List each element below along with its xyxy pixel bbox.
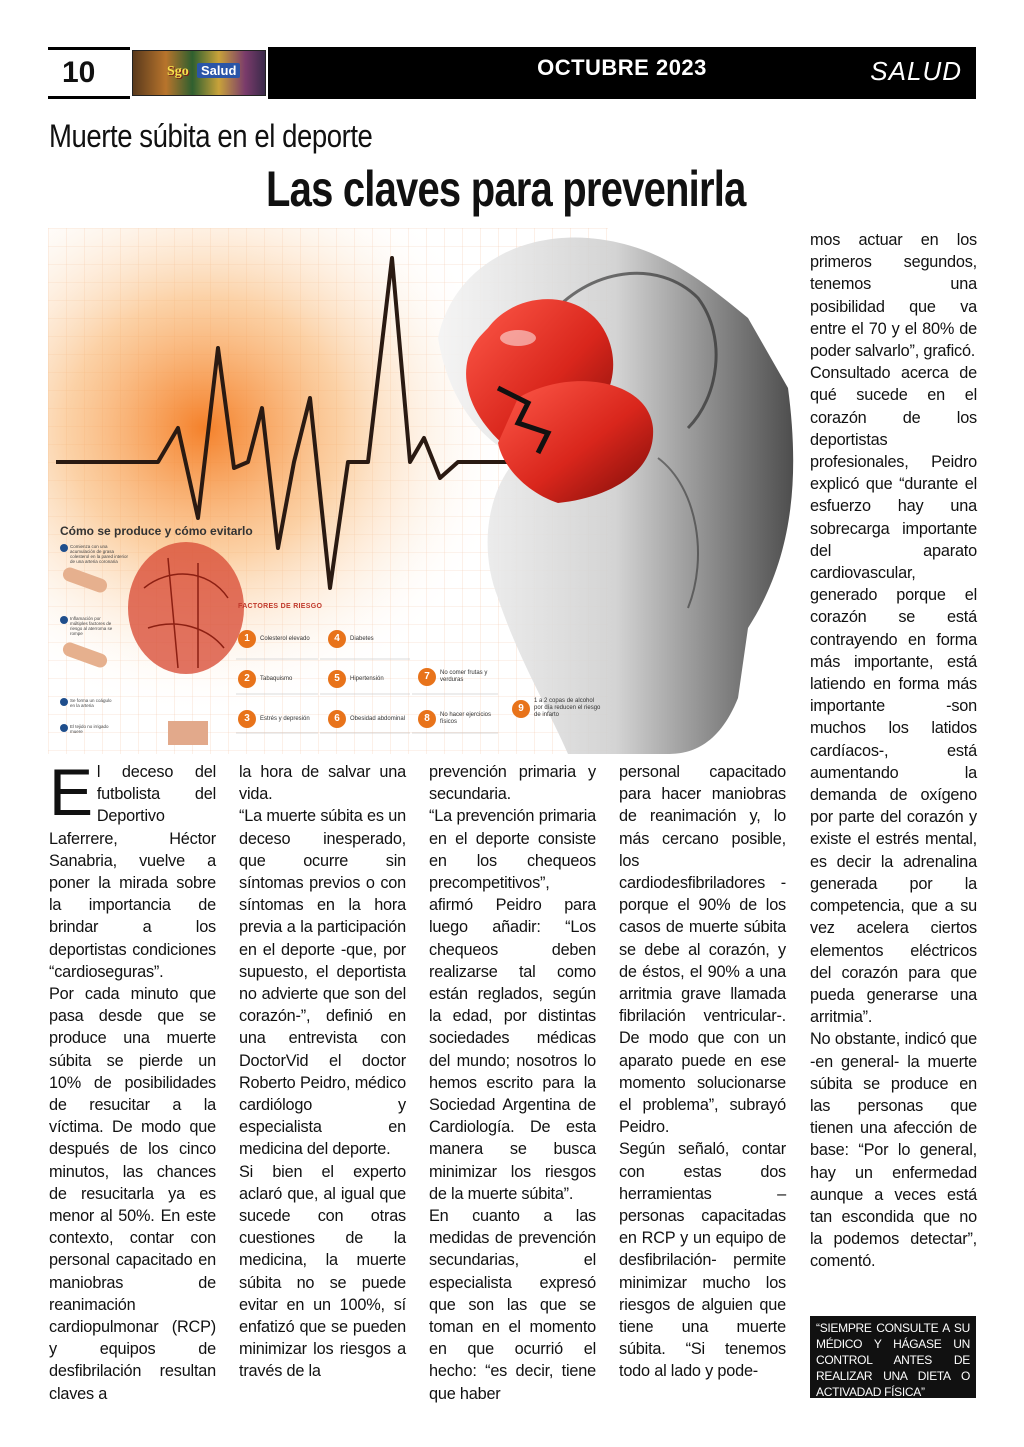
risk-number: 9 [512,700,530,718]
article-column-5 [810,229,977,1273]
step-marker [60,544,68,552]
risk-number: 3 [238,710,256,728]
header-bar [268,47,976,99]
paragraph: la hora de salvar una vida. [239,763,406,804]
paragraph: prevención primaria y secundaria. [429,763,596,804]
paragraph: En cuanto a las medidas de prevención secundarias, el especialista expresó que son las que se toman en el momento en que ocurrió el hecho: “es decir, tiene que haber [429,1207,596,1403]
logo-text-sgo: Sgo [167,64,189,79]
infographic-title: Cómo se produce y cómo evitarlo [60,524,253,538]
drop-cap: E [49,755,93,829]
risk-number: 8 [418,710,436,728]
paragraph: personal capacitado para hacer maniobras de reanimación y, lo más cercano posible, los cardiodesfibriladores -porque el 90% de los casos de muerte súbita se debe al corazón, y de éstos, el 90% a una arritmia grave llamada fibrilación ventricular-. De modo que con un aparato puede en ese momento solucionarse el problema”, subrayó Peidro. [619,763,786,1137]
article-kicker: Muerte súbita en el deporte [49,118,373,154]
paragraph: No obstante, indicó que -en general- la muerte súbita se produce en las personas que tienen una afección de base: “Por lo general, hay un enfermedad aunque a veces está tan escondida que no la podemos detectar”, comentó. [810,1030,977,1271]
article-headline: Las claves para prevenirla [266,161,746,217]
step-marker [60,616,68,624]
risk-label: Colesterol elevado [260,635,310,642]
article-column-1 [49,755,216,1405]
paragraph: Consultado acerca de qué sucede en el corazón de los deportistas profesionales, Peidro explicó que “durante el esfuerzo hay una sobrecarga importante del aparato cardiovascular, generado porque el corazón se está contrayendo en forma más importante, está latiendo en forma más importante -son muchos los latidos cardíacos-, está aumentando la demanda de oxígeno por parte del corazón y existe el estrés mental, es decir la adrenalina generada por la competencia, que a su vez acelera ciertos elementos eléctricos del corazón para que pueda generarse una arritmia”. [810,364,977,1027]
page-number: 10 [48,47,130,99]
paragraph: Por cada minuto que pasa desde que se produce una muerte súbita se pierde un 10% de posibilidades de resucitar a la víctima. De modo que después de los cinco minutos, las chances de resucitarla ya es menor al 50%. En este contexto, contar con personal capacitado en maniobras de reanimación cardiopulmonar (RCP) y equipos de desfibrilación resultan claves a [49,985,216,1403]
step-text: Inflamación por múltiples factores de riesgo al aterroma se rompe [70,616,113,636]
risk-label: No comer frutas y verduras [440,670,488,683]
article-column-4 [619,761,786,1383]
issue-date: OCTUBRE 2023 [537,55,707,80]
risk-number: 2 [238,670,256,688]
publication-logo [132,50,266,96]
paragraph: l deceso del futbolista del Deportivo Laferrere, Héctor Sanabria, vuelve a poner la mirada sobre la importancia de brindar a los deportistas condiciones “cardioseguras”. [49,763,216,981]
step-text: Se forma un coágulo en la arteria [70,698,112,708]
article-column-3 [429,761,596,1405]
paragraph: “La prevención primaria en el deporte consiste en los chequeos precompetitivos”, afirmó Peidro para luego añadir: “Los chequeos deben realizarse tal como están reglados, según la edad, por distintas sociedades médicas del mundo; nosotros lo hemos escrito para la Sociedad Argentina de Cardiología. De esta manera se busca minimizar los riesgos de la muerte súbita”. [429,807,596,1203]
step-marker [60,724,68,732]
page-header [48,47,976,99]
risk-label: 1 a 2 copas de alcohol por día reducen el riesgo de infarto [534,698,601,718]
risk-factor-3 [238,710,322,728]
paragraph: Según señaló, contar con estas dos herramientas –personas capacitadas en RCP y un equipo de desfibrilación- permite minimizar mucho los riesgos de alguien que tiene una muerte súbita. “Si tenemos todo al lado y pode- [619,1140,786,1381]
risk-label: Tabaquismo [260,675,293,682]
risk-factor-7 [418,668,502,686]
risk-number: 1 [238,630,256,648]
paragraph: Si bien el experto aclaró que, al igual que sucede con otras cuestiones de la medicina, la muerte súbita no se puede evitar en un 100%, sí enfatizó que se pueden minimizar los riesgos a través de la [239,1162,406,1381]
risk-label: Estrés y depresión [260,715,310,722]
risk-factor-1 [238,630,322,648]
step-text: El tejido no irrigado muere [70,724,109,734]
section-name: SALUD [870,56,962,86]
risk-number: 7 [418,668,436,686]
step-marker [60,698,68,706]
risk-label: Diabetes [350,635,374,642]
risk-number: 6 [328,710,346,728]
risk-factor-6 [328,710,412,728]
paragraph: mos actuar en los primeros segundos, tenemos una posibilidad que va entre el 70 y el 80% de poder salvarlo”, graficó. [810,231,977,361]
risk-factor-2 [238,670,322,688]
risk-label: Hipertensión [350,675,384,682]
risk-number: 5 [328,670,346,688]
article-illustration [48,228,800,754]
step-text: Comienza con una acumulación de grasa colesterol en la pared interior de una arteria coronaria [70,544,129,564]
risk-label: No hacer ejercicios físicos [440,712,492,725]
risk-factor-9 [512,698,604,719]
article-column-2 [239,761,406,1383]
risk-number: 4 [328,630,346,648]
risk-label: Obesidad abdominal [350,715,406,722]
risk-factors-title: FACTORES DE RIESGO [238,603,323,610]
paragraph: “La muerte súbita es un deceso inesperado, que ocurre sin síntomas previos o con síntomas en la hora previa a la participación en el deporte -que, por supuesto, el deportista no advierte que son del corazón-”, definió en una entrevista con DoctorVid el doctor Roberto Peidro, médico cardiólogo y especialista en medicina del deporte. [239,807,406,1159]
risk-factor-5 [328,670,412,688]
risk-factor-4 [328,630,412,648]
logo-text-salud: Salud [197,63,240,78]
risk-factor-8 [418,710,502,728]
callout-box: “SIEMPRE CONSULTE A SU MÉDICO Y HÁGASE UN CONTROL ANTES DE REALIZAR UNA DIETA O ACTIVADAD FÍSICA” [810,1316,976,1398]
